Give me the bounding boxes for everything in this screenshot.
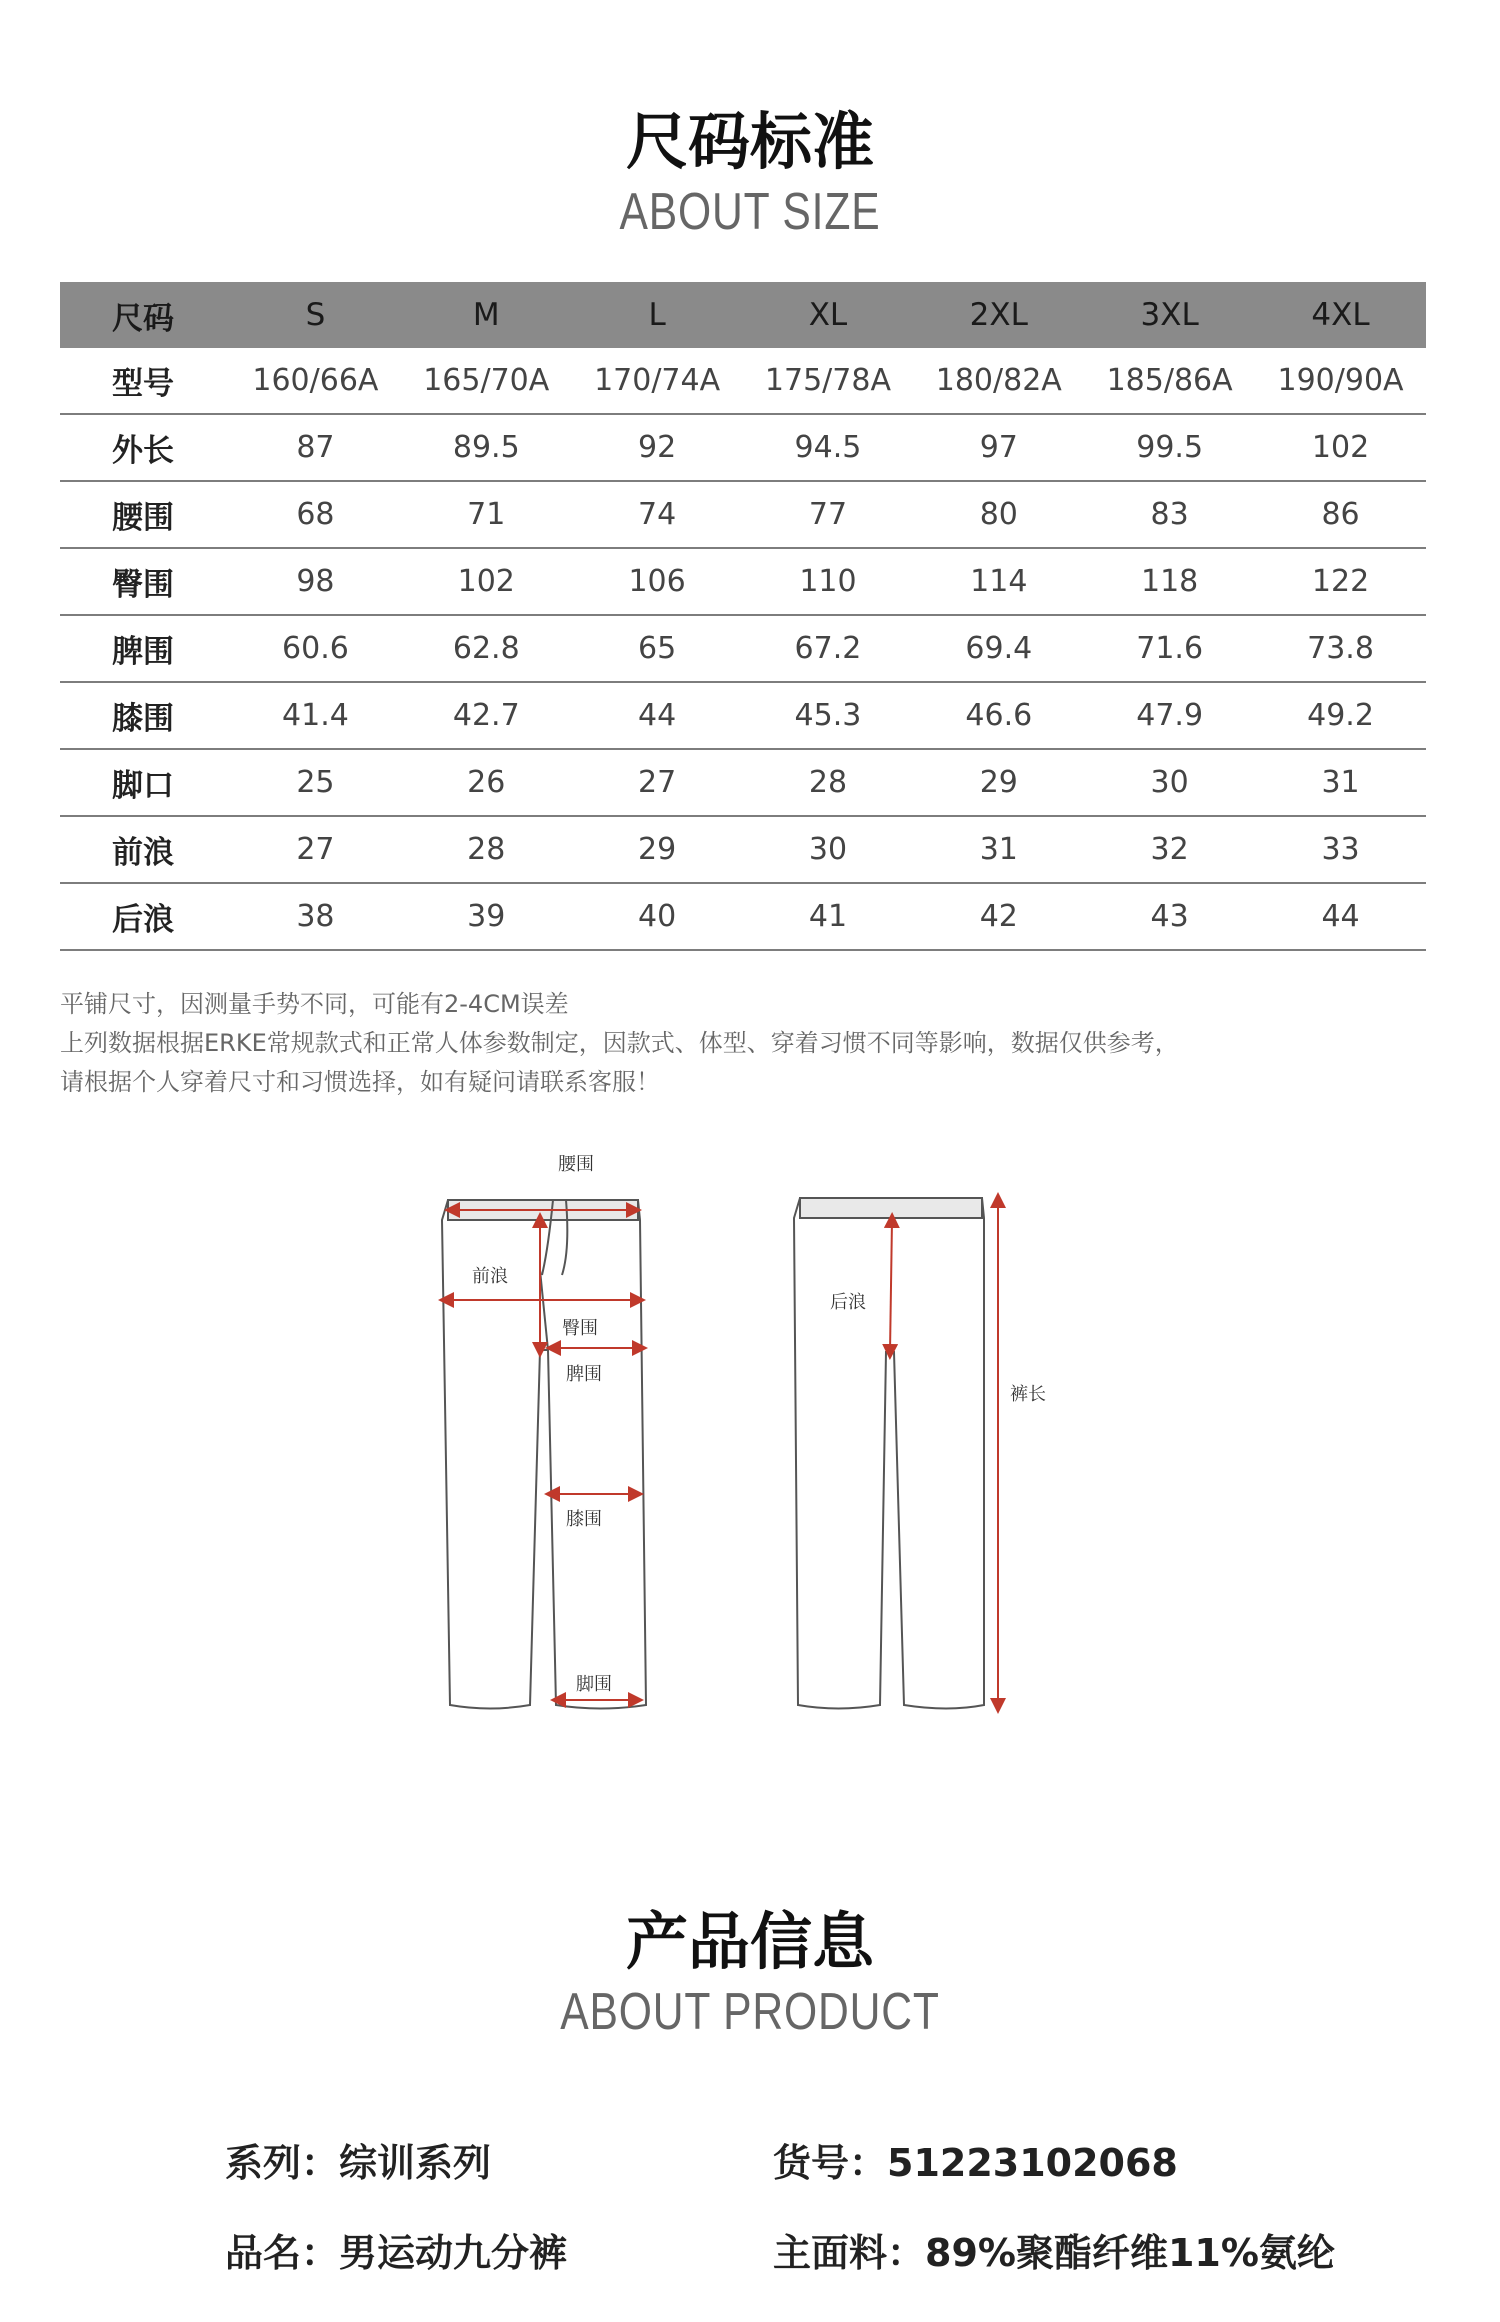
table-cell: 29 <box>913 749 1084 816</box>
label-leg-opening: 脚围 <box>576 1674 612 1695</box>
table-row <box>60 481 1426 548</box>
header-size: L <box>572 282 743 348</box>
table-row <box>60 348 1426 414</box>
table-cell: 41 <box>743 883 914 950</box>
table-cell: 160/66A <box>230 348 401 414</box>
table-row <box>60 615 1426 682</box>
table-cell: 71.6 <box>1084 615 1255 682</box>
back-measure-lines <box>890 1200 998 1706</box>
row-label: 腰围 <box>60 481 230 548</box>
table-cell: 180/82A <box>913 348 1084 414</box>
table-cell: 73.8 <box>1255 615 1426 682</box>
label-waist: 腰围 <box>558 1154 594 1175</box>
label-thigh: 脾围 <box>566 1364 602 1385</box>
table-cell: 83 <box>1084 481 1255 548</box>
row-label: 前浪 <box>60 816 230 883</box>
table-cell: 80 <box>913 481 1084 548</box>
table-cell: 97 <box>913 414 1084 481</box>
table-cell: 94.5 <box>743 414 914 481</box>
table-cell: 45.3 <box>743 682 914 749</box>
back-pants-drawing <box>794 1198 984 1709</box>
table-cell: 42.7 <box>401 682 572 749</box>
header-size: 2XL <box>913 282 1084 348</box>
table-cell: 28 <box>743 749 914 816</box>
table-cell: 89.5 <box>401 414 572 481</box>
table-row <box>60 883 1426 950</box>
table-cell: 31 <box>1255 749 1426 816</box>
header-size: S <box>230 282 401 348</box>
table-cell: 67.2 <box>743 615 914 682</box>
table-row <box>60 414 1426 481</box>
table-cell: 25 <box>230 749 401 816</box>
row-label: 膝围 <box>60 682 230 749</box>
label-length: 裤长 <box>1010 1384 1046 1405</box>
table-cell: 71 <box>401 481 572 548</box>
table-cell: 99.5 <box>1084 414 1255 481</box>
table-cell: 43 <box>1084 883 1255 950</box>
product-series: 系列：综训系列 <box>225 2141 492 2185</box>
table-cell: 40 <box>572 883 743 950</box>
table-cell: 92 <box>572 414 743 481</box>
size-table-header <box>60 282 1426 348</box>
size-section-title: 尺码标准 <box>625 105 874 178</box>
product-name: 品名：男运动九分裤 <box>225 2231 568 2275</box>
table-cell: 110 <box>743 548 914 615</box>
table-cell: 47.9 <box>1084 682 1255 749</box>
size-notes <box>60 985 1179 1102</box>
table-cell: 30 <box>743 816 914 883</box>
table-cell: 27 <box>572 749 743 816</box>
size-table <box>60 282 1426 951</box>
row-label: 后浪 <box>60 883 230 950</box>
size-table-body <box>60 348 1426 950</box>
table-cell: 32 <box>1084 816 1255 883</box>
table-cell: 60.6 <box>230 615 401 682</box>
table-cell: 69.4 <box>913 615 1084 682</box>
table-cell: 114 <box>913 548 1084 615</box>
row-label: 脚口 <box>60 749 230 816</box>
note-line: 上列数据根据ERKE常规款式和正常人体参数制定，因款式、体型、穿着习惯不同等影响，数据仅供参考， <box>60 1029 1179 1057</box>
row-label: 外长 <box>60 414 230 481</box>
note-line: 平铺尺寸，因测量手势不同，可能有2-4CM误差 <box>60 990 569 1018</box>
header-size: XL <box>743 282 914 348</box>
table-cell: 86 <box>1255 481 1426 548</box>
table-cell: 28 <box>401 816 572 883</box>
table-cell: 27 <box>230 816 401 883</box>
table-row <box>60 749 1426 816</box>
table-cell: 31 <box>913 816 1084 883</box>
product-section-title: 产品信息 <box>625 1905 874 1978</box>
table-cell: 44 <box>572 682 743 749</box>
table-cell: 122 <box>1255 548 1426 615</box>
table-cell: 38 <box>230 883 401 950</box>
label-back-rise: 后浪 <box>830 1292 866 1313</box>
label-hip: 臀围 <box>562 1318 598 1339</box>
header-size: M <box>401 282 572 348</box>
table-cell: 62.8 <box>401 615 572 682</box>
header-size: 3XL <box>1084 282 1255 348</box>
table-cell: 118 <box>1084 548 1255 615</box>
table-cell: 39 <box>401 883 572 950</box>
note-line: 请根据个人穿着尺寸和习惯选择，如有疑问请联系客服！ <box>60 1068 660 1096</box>
table-cell: 41.4 <box>230 682 401 749</box>
table-cell: 42 <box>913 883 1084 950</box>
row-label: 型号 <box>60 348 230 414</box>
table-cell: 74 <box>572 481 743 548</box>
table-cell: 65 <box>572 615 743 682</box>
size-section-subtitle: ABOUT SIZE <box>619 183 881 241</box>
label-front-rise: 前浪 <box>472 1266 508 1287</box>
table-cell: 68 <box>230 481 401 548</box>
table-cell: 165/70A <box>401 348 572 414</box>
table-row <box>60 682 1426 749</box>
table-cell: 29 <box>572 816 743 883</box>
measurement-diagram <box>0 1140 1500 1740</box>
product-section-subtitle: ABOUT PRODUCT <box>560 1983 940 2041</box>
table-cell: 44 <box>1255 883 1426 950</box>
header-label: 尺码 <box>60 282 230 348</box>
product-item-number: 货号：51223102068 <box>773 2141 1178 2185</box>
table-cell: 33 <box>1255 816 1426 883</box>
header-size: 4XL <box>1255 282 1426 348</box>
table-cell: 102 <box>401 548 572 615</box>
table-cell: 87 <box>230 414 401 481</box>
table-cell: 175/78A <box>743 348 914 414</box>
table-cell: 102 <box>1255 414 1426 481</box>
table-cell: 26 <box>401 749 572 816</box>
table-cell: 49.2 <box>1255 682 1426 749</box>
table-cell: 46.6 <box>913 682 1084 749</box>
table-row <box>60 816 1426 883</box>
table-cell: 30 <box>1084 749 1255 816</box>
row-label: 脾围 <box>60 615 230 682</box>
table-row <box>60 548 1426 615</box>
table-cell: 185/86A <box>1084 348 1255 414</box>
product-material: 主面料：89%聚酯纤维11%氨纶 <box>773 2231 1335 2275</box>
table-cell: 170/74A <box>572 348 743 414</box>
row-label: 臀围 <box>60 548 230 615</box>
label-knee: 膝围 <box>566 1509 602 1530</box>
table-cell: 106 <box>572 548 743 615</box>
table-cell: 77 <box>743 481 914 548</box>
table-cell: 190/90A <box>1255 348 1426 414</box>
table-cell: 98 <box>230 548 401 615</box>
